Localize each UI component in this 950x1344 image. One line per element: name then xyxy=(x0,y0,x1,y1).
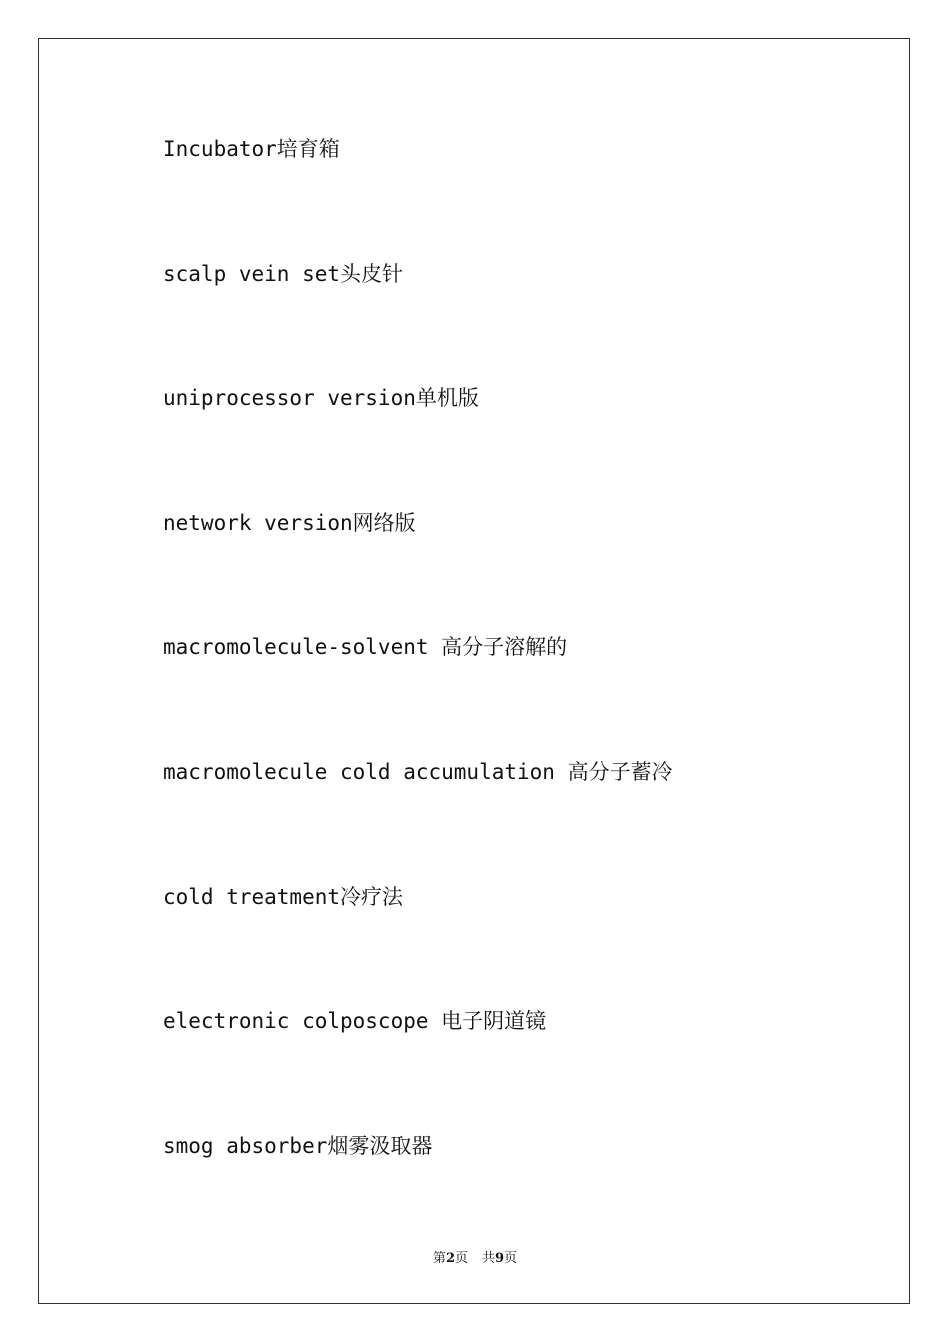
glossary-entry: Incubator培育箱 xyxy=(163,137,340,161)
glossary-entry: network version网络版 xyxy=(163,510,416,535)
glossary-list xyxy=(163,130,673,1251)
total-suffix: 页 xyxy=(504,1251,518,1266)
total-prefix: 共 xyxy=(482,1251,496,1266)
glossary-entry: smog absorber烟雾汲取器 xyxy=(163,1133,433,1158)
glossary-entry: macromolecule cold accumulation 高分子蓄冷 xyxy=(163,759,673,784)
glossary-entry: electronic colposcope 电子阴道镜 xyxy=(163,1009,547,1034)
glossary-entry: scalp vein set头皮针 xyxy=(163,261,404,286)
page-prefix: 第 xyxy=(432,1251,446,1266)
glossary-entry: cold treatment冷疗法 xyxy=(163,884,404,909)
glossary-entry: uniprocessor version单机版 xyxy=(163,386,479,411)
glossary-entry: macromolecule-solvent 高分子溶解的 xyxy=(163,635,568,660)
page-suffix: 页 xyxy=(454,1251,468,1266)
current-page-number: 2 xyxy=(445,1251,455,1266)
page-footer xyxy=(0,1247,950,1266)
total-page-number: 9 xyxy=(495,1251,505,1266)
